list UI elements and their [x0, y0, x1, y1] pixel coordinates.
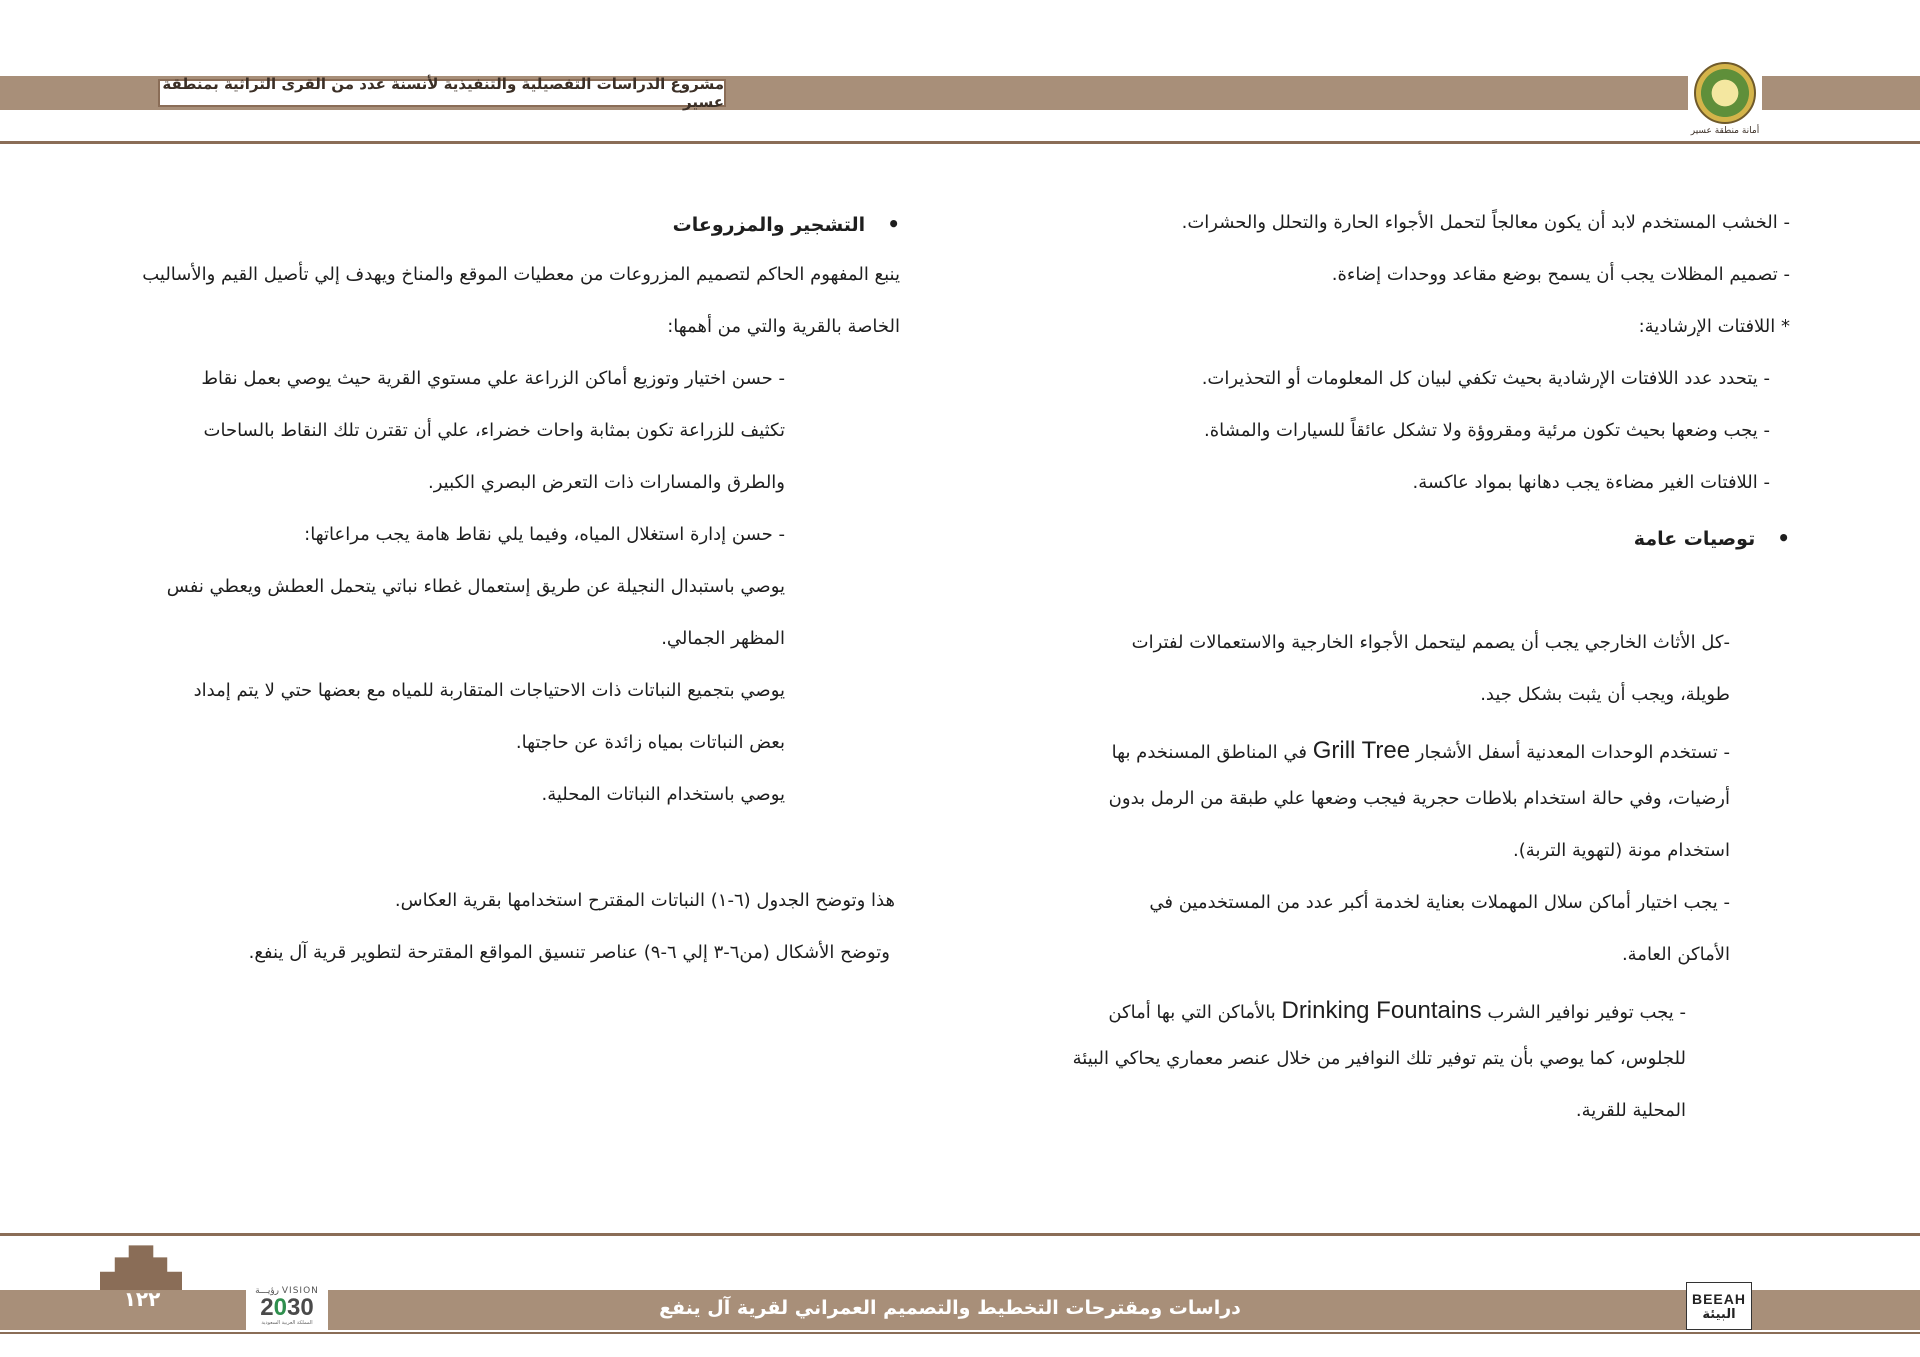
text-line: المظهر الجمالي.	[661, 628, 785, 649]
text-line: - اللافتات الغير مضاءة يجب دهانها بمواد عاكسة.	[1412, 472, 1770, 493]
text-line: -كل الأثاث الخارجي يجب أن يصمم ليتحمل الأجواء الخارجية والاستعمالات لفترات	[1131, 632, 1730, 653]
text-line: - يجب اختيار أماكن سلال المهملات بعناية لخدمة أكبر عدد من المستخدمين في	[1149, 892, 1730, 913]
text-line: أرضيات، وفي حالة استخدام بلاطات حجرية فيجب وضعها علي طبقة من الرمل بدون	[1108, 788, 1730, 809]
vision-label: رؤيـــة VISION	[255, 1286, 319, 1296]
text-line-drinking-fountains	[1108, 994, 1686, 1029]
section-heading-general-recommendations: • توصيات عامة	[1634, 524, 1790, 554]
text-line: - حسن إدارة استغلال المياه، وفيما يلي نقاط هامة يجب مراعاتها:	[304, 524, 785, 545]
text-line-grill-tree	[1112, 734, 1730, 769]
text-line: * اللافتات الإرشادية:	[1638, 316, 1790, 337]
text-line: يوصي بتجميع النباتات ذات الاحتياجات المتقاربة للمياه مع بعضها حتي لا يتم إمداد	[193, 680, 785, 701]
text-line: استخدام مونة (لتهوية التربة).	[1513, 840, 1730, 861]
text-line: بعض النباتات بمياه زائدة عن حاجتها.	[515, 732, 785, 753]
text-line: الأماكن العامة.	[1621, 944, 1730, 965]
emblem-icon	[1694, 62, 1756, 124]
text-line: تكثيف للزراعة تكون بمثابة واحات خضراء، علي أن تقترن تلك النقاط بالساحات	[203, 420, 785, 441]
vision-year-part: 30	[287, 1294, 314, 1321]
beeah-arabic: البيئة	[1702, 1306, 1736, 1322]
header-rule	[0, 141, 1920, 144]
text-line: ينبع المفهوم الحاكم لتصميم المزروعات من معطيات الموقع والمناخ ويهدف إلي تأصيل القيم والأساليب	[142, 264, 900, 285]
text-line: والطرق والمسارات ذات التعرض البصري الكبير.	[428, 472, 785, 493]
text-fragment: - تستخدم الوحدات المعدنية أسفل الأشجار	[1415, 742, 1730, 763]
section-heading-planting: • التشجير والمزروعات	[673, 210, 900, 240]
text-line: الخاصة بالقرية والتي من أهمها:	[667, 316, 900, 337]
text-line: هذا وتوضح الجدول (٦-١) النباتات المقترح استخدامها بقرية العكاس.	[394, 890, 895, 911]
text-line: - يتحدد عدد اللافتات الإرشادية بحيث تكفي لبيان كل المعلومات أو التحذيرات.	[1201, 368, 1770, 389]
text-fragment: - يجب توفير نوافير الشرب	[1487, 1002, 1686, 1023]
text-line: وتوضح الأشكال (من٦-٣ إلي ٦-٩) عناصر تنسيق المواقع المقترحة لتطوير قرية آل ينفع.	[248, 942, 890, 963]
page-number: ١٢٢	[123, 1287, 161, 1311]
vision-year-part: 0	[273, 1294, 287, 1321]
text-line: المحلية للقرية.	[1575, 1100, 1686, 1121]
text-fragment: بالأماكن التي بها أماكن	[1108, 1002, 1276, 1023]
text-line: طويلة، ويجب أن يثبت بشكل جيد.	[1480, 684, 1730, 705]
grill-tree-term: Grill Tree	[1312, 737, 1411, 764]
drinking-fountains-term: Drinking Fountains	[1281, 997, 1482, 1024]
text-line: - يجب وضعها بحيث تكون مرئية ومقروؤة ولا تشكل عائقاً للسيارات والمشاة.	[1204, 420, 1770, 441]
text-line: - الخشب المستخدم لابد أن يكون معالجاً لتحمل الأجواء الحارة والتحلل والحشرات.	[1181, 212, 1790, 233]
footer-rule	[0, 1233, 1920, 1236]
left-column	[90, 210, 900, 1010]
footer-rule-bottom	[0, 1332, 1920, 1334]
vision-sub: المملكة العربية السعودية	[261, 1320, 313, 1326]
text-line: - تصميم المظلات يجب أن يسمح بوضع مقاعد ووحدات إضاءة.	[1331, 264, 1790, 285]
text-fragment: في المناطق المسنخدم بها	[1111, 742, 1307, 763]
vision-year-part: 2	[260, 1294, 274, 1321]
asir-municipality-logo	[1688, 60, 1762, 142]
text-line: يوصي باستبدال النجيلة عن طريق إستعمال غطاء نباتي يتحمل العطش ويعطي نفس	[166, 576, 785, 597]
beeah-latin: BEEAH	[1691, 1290, 1746, 1307]
footer-title: دراسات ومقترحات التخطيط والتصميم العمراني لقرية آل ينفع	[659, 1297, 1241, 1319]
text-line: - حسن اختيار وتوزيع أماكن الزراعة علي مستوي القرية حيث يوصي بعمل نقاط	[201, 368, 785, 389]
text-line: للجلوس، كما يوصي بأن يتم توفير تلك النوافير من خلال عنصر معماري يحاكي البيئة	[1072, 1048, 1686, 1069]
logo-caption: أمانة منطقة عسير	[1690, 126, 1760, 136]
vision-year	[260, 1296, 313, 1320]
vision-2030-logo	[246, 1280, 328, 1332]
beeah-logo	[1686, 1282, 1752, 1330]
header-title: مشروع الدراسات التفصيلية والتنفيذية لأنسنة عدد من القرى التراثية بمنطقة عسير	[158, 79, 726, 107]
text-line: يوصي باستخدام النباتات المحلية.	[541, 784, 785, 805]
right-column	[990, 210, 1790, 1160]
heritage-tower-icon	[100, 1243, 182, 1291]
